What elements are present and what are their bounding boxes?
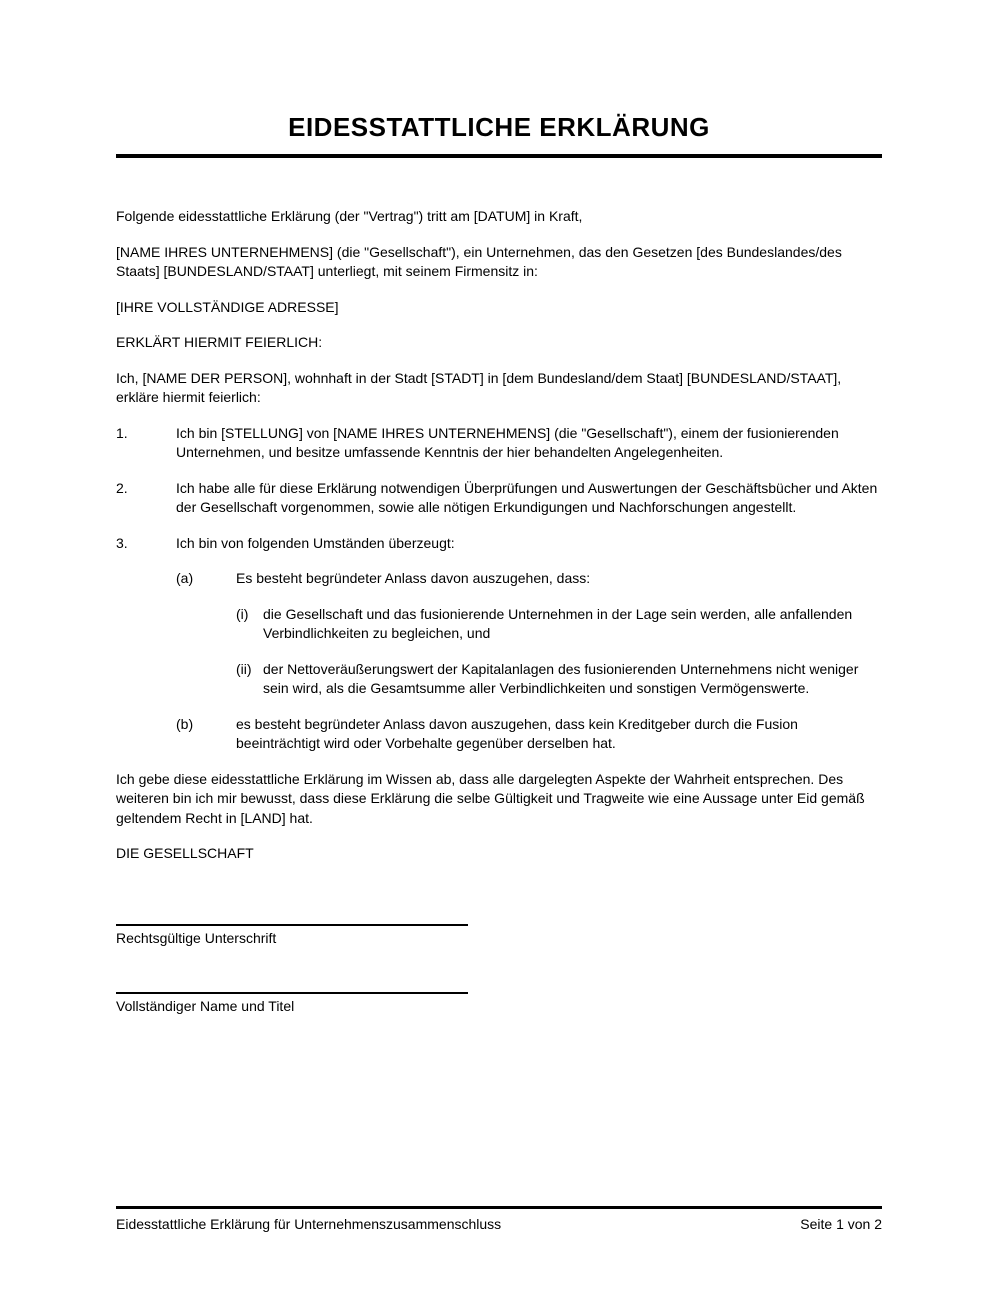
roman-item-i-text: die Gesellschaft und das fusionierende Unternehmen in der Lage sein werden, alle anfallenden Verbindlichkeiten zu begleichen, und (263, 605, 853, 641)
roman-item-i-marker: (i) (236, 605, 249, 622)
numbered-item-2-text: Ich habe alle für diese Erklärung notwendigen Überprüfungen und Auswertungen der Geschäftsbücher und Akten der Gesellschaft vorgenommen, sowie alle nötigen Erkundigungen und Nachforschungen angestellt. (176, 479, 878, 515)
signature-block-1 (116, 924, 882, 949)
intro-paragraph-person: Ich, [NAME DER PERSON], wohnhaft in der Stadt [STADT] in [dem Bundesland/dem Staat] [BUNDESLAND/STAAT], erkläre hiermit feierlich: (116, 369, 842, 405)
intro-paragraph-address: [IHRE VOLLSTÄNDIGE ADRESSE] (116, 298, 339, 315)
footer-divider (116, 1206, 882, 1209)
title-divider (116, 154, 882, 158)
numbered-item-3-text: Ich bin von folgenden Umständen überzeugt: (176, 534, 455, 551)
roman-item-ii-text: der Nettoveräußerungswert der Kapitalanlagen des fusionierenden Unternehmens nicht weniger sein wird, als die Gesamtsumme aller Verbindlichkeiten und sonstigen Vermögenswerte. (263, 660, 859, 696)
signature-label-2: Vollständiger Name und Titel (116, 998, 295, 1014)
numbered-item-3-marker: 3. (116, 534, 128, 551)
company-heading: DIE GESELLSCHAFT (116, 845, 254, 861)
numbered-item-1-marker: 1. (116, 424, 128, 441)
footer-page-number: Seite 1 von 2 (800, 1216, 882, 1232)
footer-document-name: Eidesstattliche Erklärung für Unternehmenszusammenschluss (116, 1216, 502, 1232)
numbered-item-1-text: Ich bin [STELLUNG] von [NAME IHRES UNTERNEHMENS] (die "Gesellschaft"), einem der fusionierenden Unternehmen, und besitze umfassende Kenntnis der hier behandelten Angelegenheiten. (176, 424, 839, 460)
intro-paragraph-company: [NAME IHRES UNTERNEHMENS] (die "Gesellschaft"), ein Unternehmen, das den Gesetzen [des Bundeslandes/des Staats] [BUNDESLAND/STAAT] unterliegt, mit seinem Firmensitz in: (116, 243, 842, 279)
intro-paragraph-effective-date: Folgende eidesstattliche Erklärung (der "Vertrag") tritt am [DATUM] in Kraft, (116, 208, 583, 224)
lettered-item-a-text: Es besteht begründeter Anlass davon auszugehen, dass: (236, 570, 591, 586)
lettered-item-b (176, 715, 882, 754)
numbered-item-1 (116, 424, 882, 463)
lettered-item-a (176, 569, 882, 589)
closing-paragraph: Ich gebe diese eidesstattliche Erklärung im Wissen ab, dass alle dargelegten Aspekte der Wahrheit entsprechen. Des weiteren bin ich mir bewusst, dass diese Erklärung die selbe Gültigkeit und Tragweite wie eine Aussage unter Eid gemäß geltendem Recht in [LAND] hat. (116, 770, 865, 826)
signature-label-1: Rechtsgültige Unterschrift (116, 929, 277, 946)
signature-line-2 (116, 992, 468, 994)
document-content (116, 0, 882, 1017)
numbered-item-2 (116, 479, 882, 518)
signature-block-2 (116, 992, 882, 1017)
lettered-item-a-marker: (a) (176, 570, 194, 586)
numbered-item-2-marker: 2. (116, 479, 128, 496)
page-title: EIDESSTATTLICHE ERKLÄRUNG (288, 112, 710, 142)
roman-item-ii-marker: (ii) (236, 660, 252, 677)
intro-paragraph-declares: ERKLÄRT HIERMIT FEIERLICH: (116, 334, 323, 350)
roman-item-i (236, 605, 882, 644)
numbered-item-3 (116, 534, 882, 554)
signature-line-1 (116, 924, 468, 926)
page-footer (116, 1206, 882, 1234)
roman-item-ii (236, 660, 882, 699)
lettered-item-b-text: es besteht begründeter Anlass davon auszugehen, dass kein Kreditgeber durch die Fusion beeinträchtigt wird oder Vorbehalte gegenüber derselben hat. (236, 715, 798, 751)
lettered-item-b-marker: (b) (176, 715, 194, 732)
